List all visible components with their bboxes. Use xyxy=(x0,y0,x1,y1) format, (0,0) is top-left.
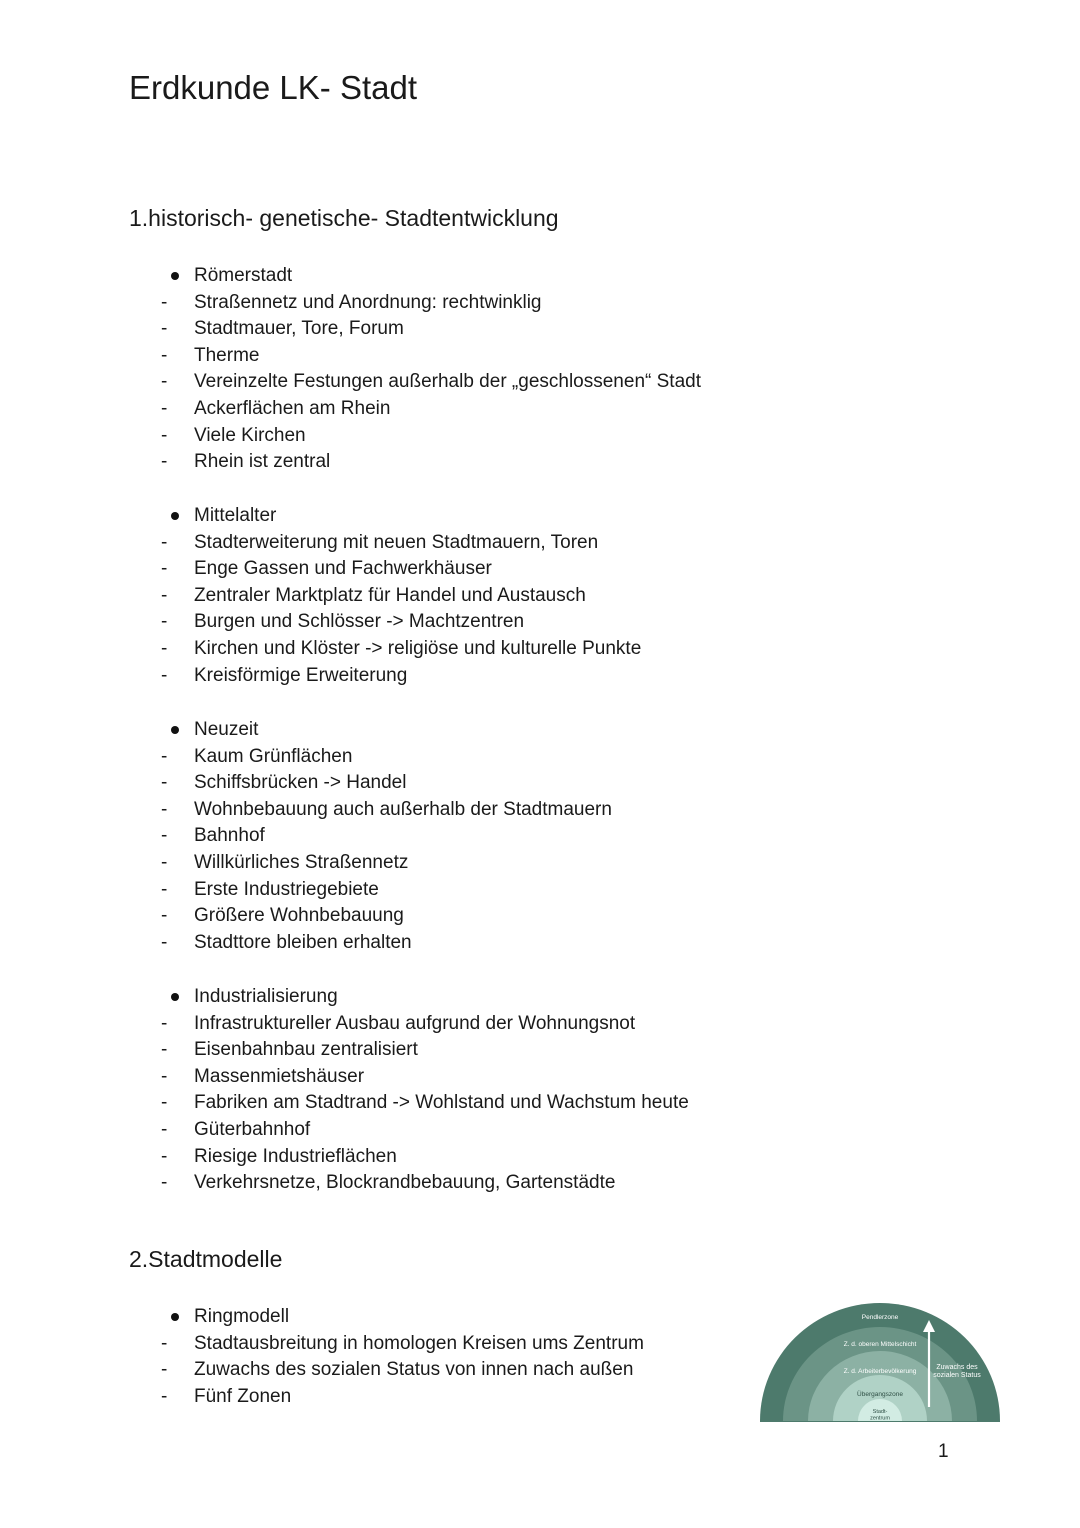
group-roemerstadt xyxy=(160,263,780,476)
list-item: - Verkehrsnetze, Blockrandbebauung, Gartenstädte xyxy=(160,1170,780,1197)
dash-icon: - xyxy=(161,291,168,313)
dash-icon: - xyxy=(161,825,168,847)
list-item: - Riesige Industrieflächen xyxy=(160,1144,780,1171)
list-item: - Vereinzelte Festungen außerhalb der „geschlossenen“ Stadt xyxy=(160,369,780,396)
list-item: - Eisenbahnbau zentralisiert xyxy=(160,1037,780,1064)
dash-icon: - xyxy=(161,611,168,633)
bullet-icon xyxy=(171,1313,179,1321)
list-item: - Wohnbebauung auch außerhalb der Stadtmauern xyxy=(160,797,780,824)
dash-icon: - xyxy=(161,798,168,820)
group-mittelalter xyxy=(160,503,780,689)
bullet-item: Mittelalter xyxy=(160,503,780,530)
list-item: - Zuwachs des sozialen Status von innen nach außen xyxy=(160,1357,780,1384)
section-heading-stadtmodelle: 2.Stadtmodelle xyxy=(129,1246,283,1272)
group-industrialisierung xyxy=(160,984,780,1197)
bullet-icon xyxy=(171,993,179,1001)
dash-icon: - xyxy=(161,905,168,927)
label-stadt: Stadt- xyxy=(872,1409,888,1415)
dash-icon: - xyxy=(161,371,168,393)
list-item: - Fünf Zonen xyxy=(160,1384,780,1411)
list-item: - Straßennetz und Anordnung: rechtwinklig xyxy=(160,290,780,317)
group-ringmodell xyxy=(160,1304,780,1410)
dash-icon: - xyxy=(161,1092,168,1114)
list-item: - Therme xyxy=(160,343,780,370)
dash-icon: - xyxy=(161,1118,168,1140)
bullet-icon xyxy=(171,512,179,520)
label-pendlerzone: Pendlerzone xyxy=(861,1314,899,1321)
list-item: - Enge Gassen und Fachwerkhäuser xyxy=(160,556,780,583)
dash-icon: - xyxy=(161,584,168,606)
list-item: - Infrastruktureller Ausbau aufgrund der Wohnungsnot xyxy=(160,1011,780,1038)
bullet-item: Römerstadt xyxy=(160,263,780,290)
section-heading-historical: 1.historisch- genetische- Stadtentwicklung xyxy=(129,205,559,231)
list-item: - Größere Wohnbebauung xyxy=(160,903,780,930)
dash-icon: - xyxy=(161,344,168,366)
dash-icon: - xyxy=(161,558,168,580)
dash-icon: - xyxy=(161,745,168,767)
dash-icon: - xyxy=(161,397,168,419)
dash-icon: - xyxy=(161,1172,168,1194)
dash-icon: - xyxy=(161,931,168,953)
dash-icon: - xyxy=(161,451,168,473)
list-item: - Burgen und Schlösser -> Machtzentren xyxy=(160,609,780,636)
dash-icon: - xyxy=(161,1039,168,1061)
dash-icon: - xyxy=(161,1012,168,1034)
list-item: - Viele Kirchen xyxy=(160,423,780,450)
dash-icon: - xyxy=(161,1385,168,1407)
list-item: - Erste Industriegebiete xyxy=(160,877,780,904)
bullet-icon xyxy=(171,726,179,734)
dash-icon: - xyxy=(161,1332,168,1354)
dash-icon: - xyxy=(161,637,168,659)
dash-icon: - xyxy=(161,531,168,553)
label-uebergangszone: Übergangszone xyxy=(857,1391,903,1398)
list-item: - Stadttore bleiben erhalten xyxy=(160,930,780,957)
list-item: - Zentraler Marktplatz für Handel und Austausch xyxy=(160,583,780,610)
dash-icon: - xyxy=(161,851,168,873)
bullet-item: Industrialisierung xyxy=(160,984,780,1011)
group-neuzeit xyxy=(160,717,780,956)
list-item: - Bahnhof xyxy=(160,823,780,850)
list-item: - Stadtausbreitung in homologen Kreisen ums Zentrum xyxy=(160,1331,780,1358)
bullet-icon xyxy=(171,272,179,280)
dash-icon: - xyxy=(161,878,168,900)
dash-icon: - xyxy=(161,772,168,794)
label-arbeiterbevoelkerung: Z. d. Arbeiterbevölkerung xyxy=(843,1368,917,1375)
label-status-line1: Zuwachs des xyxy=(936,1364,978,1371)
bullet-item: Ringmodell xyxy=(160,1304,780,1331)
list-item: - Fabriken am Stadtrand -> Wohlstand und Wachstum heute xyxy=(160,1090,780,1117)
list-item: - Kirchen und Klöster -> religiöse und kulturelle Punkte xyxy=(160,636,780,663)
dash-icon: - xyxy=(161,1359,168,1381)
label-zentrum: zentrum xyxy=(870,1415,890,1422)
page-number: 1 xyxy=(938,1441,949,1462)
list-item: - Stadtmauer, Tore, Forum xyxy=(160,316,780,343)
dash-icon: - xyxy=(161,1065,168,1087)
ring-model-diagram xyxy=(760,1303,1000,1423)
dash-icon: - xyxy=(161,318,168,340)
list-item: - Güterbahnhof xyxy=(160,1117,780,1144)
label-obere-mittelschicht: Z. d. oberen Mittelschicht xyxy=(843,1341,917,1348)
dash-icon: - xyxy=(161,1145,168,1167)
bullet-item: Neuzeit xyxy=(160,717,780,744)
list-item: - Ackerflächen am Rhein xyxy=(160,396,780,423)
dash-icon: - xyxy=(161,664,168,686)
list-item: - Massenmietshäuser xyxy=(160,1064,780,1091)
list-item: - Schiffsbrücken -> Handel xyxy=(160,770,780,797)
list-item: - Kaum Grünflächen xyxy=(160,744,780,771)
label-status-line2: sozialen Status xyxy=(933,1372,981,1379)
list-item: - Rhein ist zentral xyxy=(160,449,780,476)
list-item: - Stadterweiterung mit neuen Stadtmauern, Toren xyxy=(160,530,780,557)
list-item: - Willkürliches Straßennetz xyxy=(160,850,780,877)
list-item: - Kreisförmige Erweiterung xyxy=(160,663,780,690)
dash-icon: - xyxy=(161,424,168,446)
page-title: Erdkunde LK- Stadt xyxy=(129,69,418,106)
